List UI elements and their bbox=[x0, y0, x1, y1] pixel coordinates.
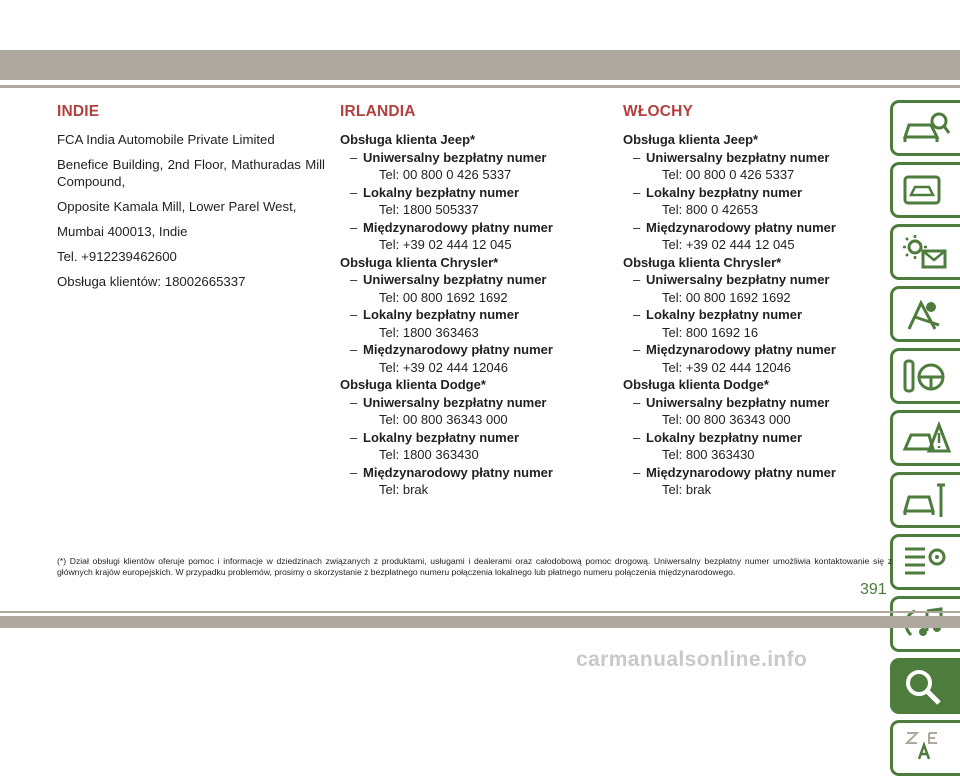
item-label: Lokalny bezpłatny numer bbox=[363, 307, 520, 322]
list-item: – Międzynarodowy płatny numer bbox=[350, 342, 553, 357]
column-india bbox=[57, 103, 325, 298]
tab-index[interactable] bbox=[890, 720, 960, 776]
phone-number: Tel: brak bbox=[662, 482, 712, 497]
seatbelt-airbag-icon bbox=[901, 295, 951, 335]
address-line: FCA India Automobile Private Limited bbox=[57, 132, 275, 147]
tab-search[interactable] bbox=[890, 658, 960, 714]
tab-dashboard[interactable] bbox=[890, 162, 960, 218]
phone-number: Tel: 1800 363430 bbox=[379, 447, 479, 462]
phone-number: Tel: 800 1692 16 bbox=[662, 324, 759, 340]
section-title: Obsługa klienta Jeep* bbox=[623, 132, 759, 147]
index-letters-icon bbox=[901, 729, 951, 769]
car-search-icon bbox=[901, 109, 951, 149]
column-italy bbox=[623, 103, 883, 499]
phone-number: Tel: 1800 363463 bbox=[379, 324, 479, 340]
phone-number: Tel: 00 800 36343 000 bbox=[379, 412, 508, 427]
list-item: – Międzynarodowy płatny numer bbox=[633, 342, 836, 357]
item-label: Lokalny bezpłatny numer bbox=[646, 184, 803, 200]
phone-number: Tel: +39 02 444 12046 bbox=[379, 359, 509, 375]
phone-number: Tel: 00 800 1692 1692 bbox=[379, 289, 508, 305]
item-label: Uniwersalny bezpłatny numer bbox=[363, 149, 547, 165]
list-item: – Uniwersalny bezpłatny numer bbox=[633, 149, 830, 165]
page-number: 391 bbox=[860, 581, 887, 598]
section-title: Obsługa klienta Jeep* bbox=[340, 132, 476, 147]
phone-number: Tel: brak bbox=[379, 482, 429, 497]
item-label: Uniwersalny bezpłatny numer bbox=[363, 394, 547, 410]
tab-starting-driving[interactable] bbox=[890, 348, 960, 404]
tab-emergency[interactable] bbox=[890, 410, 960, 466]
search-icon bbox=[901, 667, 951, 707]
specs-gear-icon bbox=[901, 543, 951, 583]
phone-number: Tel: 800 363430 bbox=[662, 447, 755, 462]
item-label: Międzynarodowy płatny numer bbox=[646, 342, 836, 357]
item-label: Uniwersalny bezpłatny numer bbox=[646, 394, 830, 410]
list-item: – Lokalny bezpłatny numer bbox=[633, 307, 803, 322]
phone-number: Tel: 1800 505337 bbox=[379, 202, 479, 217]
list-item: – Uniwersalny bezpłatny numer bbox=[350, 394, 547, 410]
section-title: Obsługa klienta Chrysler* bbox=[623, 254, 782, 270]
list-item: – Lokalny bezpłatny numer bbox=[350, 184, 520, 200]
phone-number: Tel: 00 800 0 426 5337 bbox=[379, 167, 512, 182]
phone-number: Tel: +39 02 444 12046 bbox=[662, 359, 792, 375]
list-item: – Uniwersalny bezpłatny numer bbox=[633, 272, 830, 287]
section-title: Obsługa klienta Chrysler* bbox=[340, 254, 499, 270]
address-line: Benefice Building, 2nd Floor, Mathuradas Mill Compound, bbox=[57, 157, 325, 189]
bottom-band bbox=[0, 616, 960, 628]
item-label: Międzynarodowy płatny numer bbox=[363, 219, 553, 235]
tab-car-search[interactable] bbox=[890, 100, 960, 156]
footnote: (*) Dział obsługi klientów oferuje pomoc i informacje w dziedzinach związanych z produktami, usługami i dealerami oraz całodobową pomoc drogową. Uniwersalny bezpłatny numer umożliwia kontaktowanie się z głównych krajów europejskich. W przypadku problemów, prosimy o skorzystanie z bezpłatnego numeru połączenia lokalnego lub płatnego numeru połączenia międzynarodowego. bbox=[57, 556, 892, 577]
list-item: – Międzynarodowy płatny numer bbox=[633, 464, 836, 480]
heading-india: INDIE bbox=[57, 103, 100, 120]
list-item: – Lokalny bezpłatny numer bbox=[350, 307, 520, 322]
list-item: – Międzynarodowy płatny numer bbox=[633, 219, 836, 235]
item-label: Uniwersalny bezpłatny numer bbox=[363, 272, 547, 287]
heading-ireland: IRLANDIA bbox=[340, 103, 416, 120]
list-item: – Międzynarodowy płatny numer bbox=[350, 464, 553, 480]
key-steering-icon bbox=[901, 357, 951, 397]
item-label: Lokalny bezpłatny numer bbox=[646, 429, 803, 445]
phone-number: Tel: 00 800 0 426 5337 bbox=[662, 167, 795, 182]
item-label: Międzynarodowy płatny numer bbox=[363, 342, 553, 357]
phone-line: Tel. +912239462600 bbox=[57, 249, 177, 264]
tab-lights-messages[interactable] bbox=[890, 224, 960, 280]
bottom-rule bbox=[0, 611, 960, 613]
item-label: Międzynarodowy płatny numer bbox=[646, 219, 836, 235]
item-label: Lokalny bezpłatny numer bbox=[363, 429, 520, 445]
customer-service-line: Obsługa klientów: 18002665337 bbox=[57, 274, 246, 289]
light-message-icon bbox=[901, 233, 951, 273]
item-label: Uniwersalny bezpłatny numer bbox=[646, 149, 830, 165]
warning-triangle-icon bbox=[901, 419, 951, 459]
list-item: – Lokalny bezpłatny numer bbox=[350, 429, 520, 445]
list-item: – Uniwersalny bezpłatny numer bbox=[350, 149, 547, 165]
item-label: Międzynarodowy płatny numer bbox=[646, 464, 836, 480]
item-label: Międzynarodowy płatny numer bbox=[363, 464, 553, 480]
section-title: Obsługa klienta Dodge* bbox=[340, 377, 486, 392]
list-item: – Międzynarodowy płatny numer bbox=[350, 219, 553, 235]
top-band bbox=[0, 50, 960, 80]
watermark: carmanualsonline.info bbox=[576, 648, 808, 671]
dashboard-icon bbox=[901, 171, 951, 211]
column-ireland bbox=[340, 103, 610, 499]
top-rule bbox=[0, 85, 960, 88]
list-item: – Lokalny bezpłatny numer bbox=[633, 184, 803, 200]
phone-number: Tel: 800 0 42653 bbox=[662, 202, 759, 217]
tab-safety[interactable] bbox=[890, 286, 960, 342]
car-service-icon bbox=[901, 481, 951, 521]
list-item: – Uniwersalny bezpłatny numer bbox=[633, 394, 830, 410]
tab-specifications[interactable] bbox=[890, 534, 960, 590]
phone-number: Tel: 00 800 36343 000 bbox=[662, 412, 791, 427]
tab-service[interactable] bbox=[890, 472, 960, 528]
address-line: Opposite Kamala Mill, Lower Parel West, bbox=[57, 199, 297, 214]
phone-number: Tel: 00 800 1692 1692 bbox=[662, 289, 791, 305]
phone-number: Tel: +39 02 444 12 045 bbox=[379, 237, 512, 252]
address-line: Mumbai 400013, Indie bbox=[57, 224, 188, 239]
phone-number: Tel: +39 02 444 12 045 bbox=[662, 237, 795, 252]
item-label: Lokalny bezpłatny numer bbox=[363, 184, 520, 200]
list-item: – Lokalny bezpłatny numer bbox=[633, 429, 803, 445]
item-label: Lokalny bezpłatny numer bbox=[646, 307, 803, 322]
list-item: – Uniwersalny bezpłatny numer bbox=[350, 272, 547, 287]
item-label: Uniwersalny bezpłatny numer bbox=[646, 272, 830, 287]
section-title: Obsługa klienta Dodge* bbox=[623, 377, 769, 392]
heading-italy: WŁOCHY bbox=[623, 103, 694, 120]
